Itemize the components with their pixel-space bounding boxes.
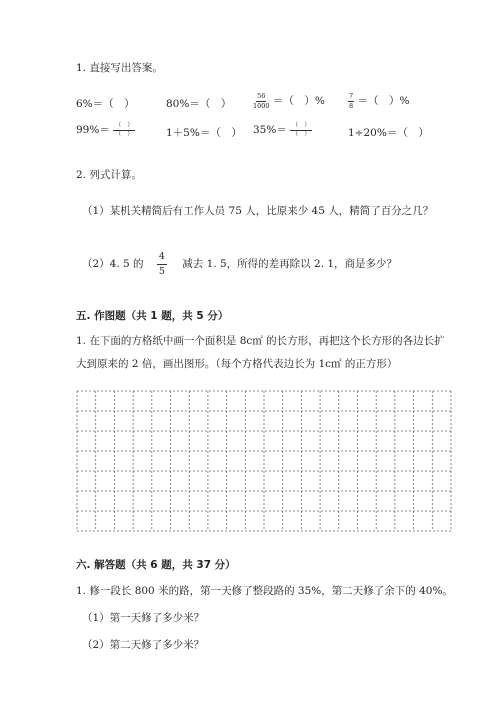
section-5-line2: 大到原来的 2 倍，画出图形。（每个方格代表边长为 1c㎡ 的正方形）	[76, 358, 398, 370]
section-5-heading: 五. 作图题（共 1 题，共 5 分）	[76, 310, 229, 322]
q1-r1-c2: 80%＝（ ）	[166, 98, 232, 110]
fraction-4-5: $\frac{4}{5}$	[158, 251, 165, 277]
q1-r2-c3: 35%＝ $\frac{( )}{( )}$	[253, 121, 311, 138]
q1-r1-c4: $\frac{7}{8}$ ＝（ ）%	[349, 92, 410, 110]
q2-title: 2. 列式计算。	[76, 169, 142, 181]
section-6-line1: 1. 修一段长 800 米的路，第一天修了整段路的 35%，第二天修了余下的 40%。	[76, 585, 453, 597]
section-6-sub1: （1）第一天修了多少米？	[82, 612, 205, 624]
q1-title: 1. 直接写出答案。	[76, 62, 163, 74]
grid-paper	[76, 390, 452, 532]
section-5-line1: 1. 在下面的方格纸中画一个面积是 8c㎡ 的长方形，再把这个长方形的各边长扩	[76, 335, 445, 347]
q2-item2: （2）4. 5 的 $\frac{4}{5}$ 减去 1. 5，所得的差再除以 2. 1，商是多少？	[82, 251, 398, 277]
section-6-heading: 六. 解答题（共 6 题，共 37 分）	[76, 559, 236, 571]
fraction-56-1000: $\frac{56}{1000}$	[253, 92, 270, 110]
q1-r1-c1: 6%＝（ ）	[76, 98, 135, 110]
q1-r2-c1: 99%＝ $\frac{( )}{( )}$	[76, 121, 134, 138]
fraction-7-8: $\frac{7}{8}$	[349, 92, 354, 110]
q2-item1: （1）某机关精简后有工作人员 75 人，比原来少 45 人，精简了百分之几？	[82, 205, 434, 217]
q1-r2-c4: 1÷20%＝（ ）	[348, 127, 429, 139]
q1-r1-c3: $\frac{56}{1000}$ ＝（ ）%	[253, 92, 325, 110]
q1-r2-c2: 1＋5%＝（ ）	[166, 127, 242, 139]
blank-fraction: $\frac{( )}{( )}$	[292, 121, 311, 138]
blank-fraction: $\frac{( )}{( )}$	[115, 121, 134, 138]
section-6-sub2: （2）第二天修了多少米？	[82, 639, 205, 651]
